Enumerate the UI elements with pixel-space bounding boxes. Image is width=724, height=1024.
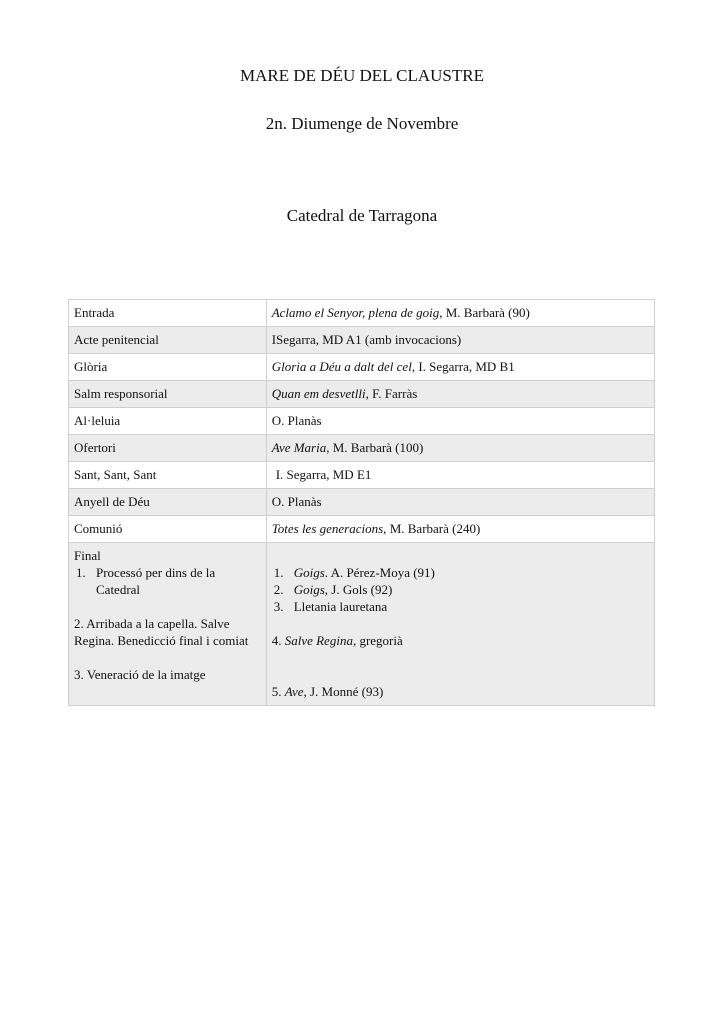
- piece-info: , M. Barbarà (100): [326, 440, 424, 455]
- list-number: 1.: [76, 565, 86, 580]
- final-step-1: [74, 564, 261, 598]
- spacer: [272, 547, 649, 564]
- piece-title: Totes les generacions,: [271, 521, 387, 536]
- piece-title: Goigs: [293, 565, 325, 580]
- final-step-2: 2. Arribada a la capella. Salve Regina. Benedicció final i comiat: [74, 616, 249, 648]
- row-music: [266, 408, 654, 435]
- list-text: Lletania lauretana: [293, 599, 388, 614]
- table-row: [69, 327, 655, 354]
- final-steps-cell: [69, 543, 267, 706]
- piece-info: . A. Pérez-Moya (91): [324, 565, 435, 580]
- piece-info: , F. Farràs: [365, 386, 418, 401]
- final-song-2: [272, 581, 649, 598]
- liturgy-program-table: [68, 299, 655, 706]
- list-number: 3.: [273, 599, 284, 614]
- document-title: MARE DE DÉU DEL CLAUSTRE: [240, 66, 484, 85]
- row-music: [266, 381, 654, 408]
- final-song-1: [272, 564, 649, 581]
- final-song-5: [272, 683, 649, 700]
- row-music: [266, 327, 654, 354]
- document-place: Catedral de Tarragona: [286, 206, 438, 225]
- spacer: [74, 649, 261, 666]
- final-music-cell: [266, 543, 654, 706]
- row-label: Anyell de Déu: [69, 489, 267, 516]
- final-step-3: 3. Veneració de la imatge: [74, 667, 206, 682]
- row-music: [266, 300, 654, 327]
- table-row: [69, 489, 655, 516]
- row-label: Comunió: [69, 516, 267, 543]
- row-music: [266, 489, 654, 516]
- row-label: Salm responsorial: [69, 381, 267, 408]
- list-text: [294, 564, 649, 581]
- row-label: Ofertori: [69, 435, 267, 462]
- table-row: [69, 516, 655, 543]
- piece-title: Goigs: [293, 582, 325, 597]
- row-music: [266, 435, 654, 462]
- piece-info: I. Segarra, MD E1: [275, 467, 372, 482]
- piece-info: , M. Barbarà (90): [439, 305, 530, 320]
- row-music: [266, 462, 654, 489]
- table-row: [69, 354, 655, 381]
- piece-title: Gloria a Déu a dalt del cel: [271, 359, 412, 374]
- table-row: [69, 381, 655, 408]
- table-row: [69, 435, 655, 462]
- spacer: [272, 649, 649, 683]
- piece-info: , J. Monné (93): [303, 684, 384, 699]
- list-number: 2.: [273, 582, 284, 597]
- piece-info: M. Barbarà (240): [386, 521, 481, 536]
- row-music: [266, 354, 654, 381]
- row-label: Glòria: [69, 354, 267, 381]
- table-row: [69, 408, 655, 435]
- list-text: Processó per dins de la Catedral: [96, 565, 216, 597]
- list-number: 1.: [273, 565, 284, 580]
- final-heading: Final: [74, 548, 101, 563]
- list-text: [294, 581, 649, 598]
- row-music: [266, 516, 654, 543]
- list-number: 4.: [271, 633, 285, 648]
- row-label: Al·leluia: [69, 408, 267, 435]
- piece-title: Quan em desvetlli: [271, 386, 366, 401]
- piece-info: O. Planàs: [271, 413, 322, 428]
- piece-info: , I. Segarra, MD B1: [411, 359, 515, 374]
- table-row: [69, 462, 655, 489]
- document-date: 2n. Diumenge de Novembre: [265, 114, 459, 133]
- piece-title: Ave: [284, 684, 304, 699]
- row-label: Sant, Sant, Sant: [69, 462, 267, 489]
- final-song-4: [272, 632, 649, 649]
- row-label: Entrada: [69, 300, 267, 327]
- piece-title: Salve Regina: [284, 633, 353, 648]
- spacer: [74, 598, 261, 615]
- piece-info: ISegarra, MD A1 (amb invocacions): [271, 332, 462, 347]
- table-row: [69, 300, 655, 327]
- table-row-final: [69, 543, 655, 706]
- piece-info: , gregorià: [352, 633, 403, 648]
- piece-title: Ave Maria: [271, 440, 327, 455]
- list-number: 5.: [271, 684, 285, 699]
- spacer: [272, 615, 649, 632]
- final-song-3: [272, 598, 649, 615]
- piece-title: Aclamo el Senyor, plena de goig: [271, 305, 440, 320]
- piece-info: O. Planàs: [271, 494, 322, 509]
- piece-info: , J. Gols (92): [324, 582, 393, 597]
- row-label: Acte penitencial: [69, 327, 267, 354]
